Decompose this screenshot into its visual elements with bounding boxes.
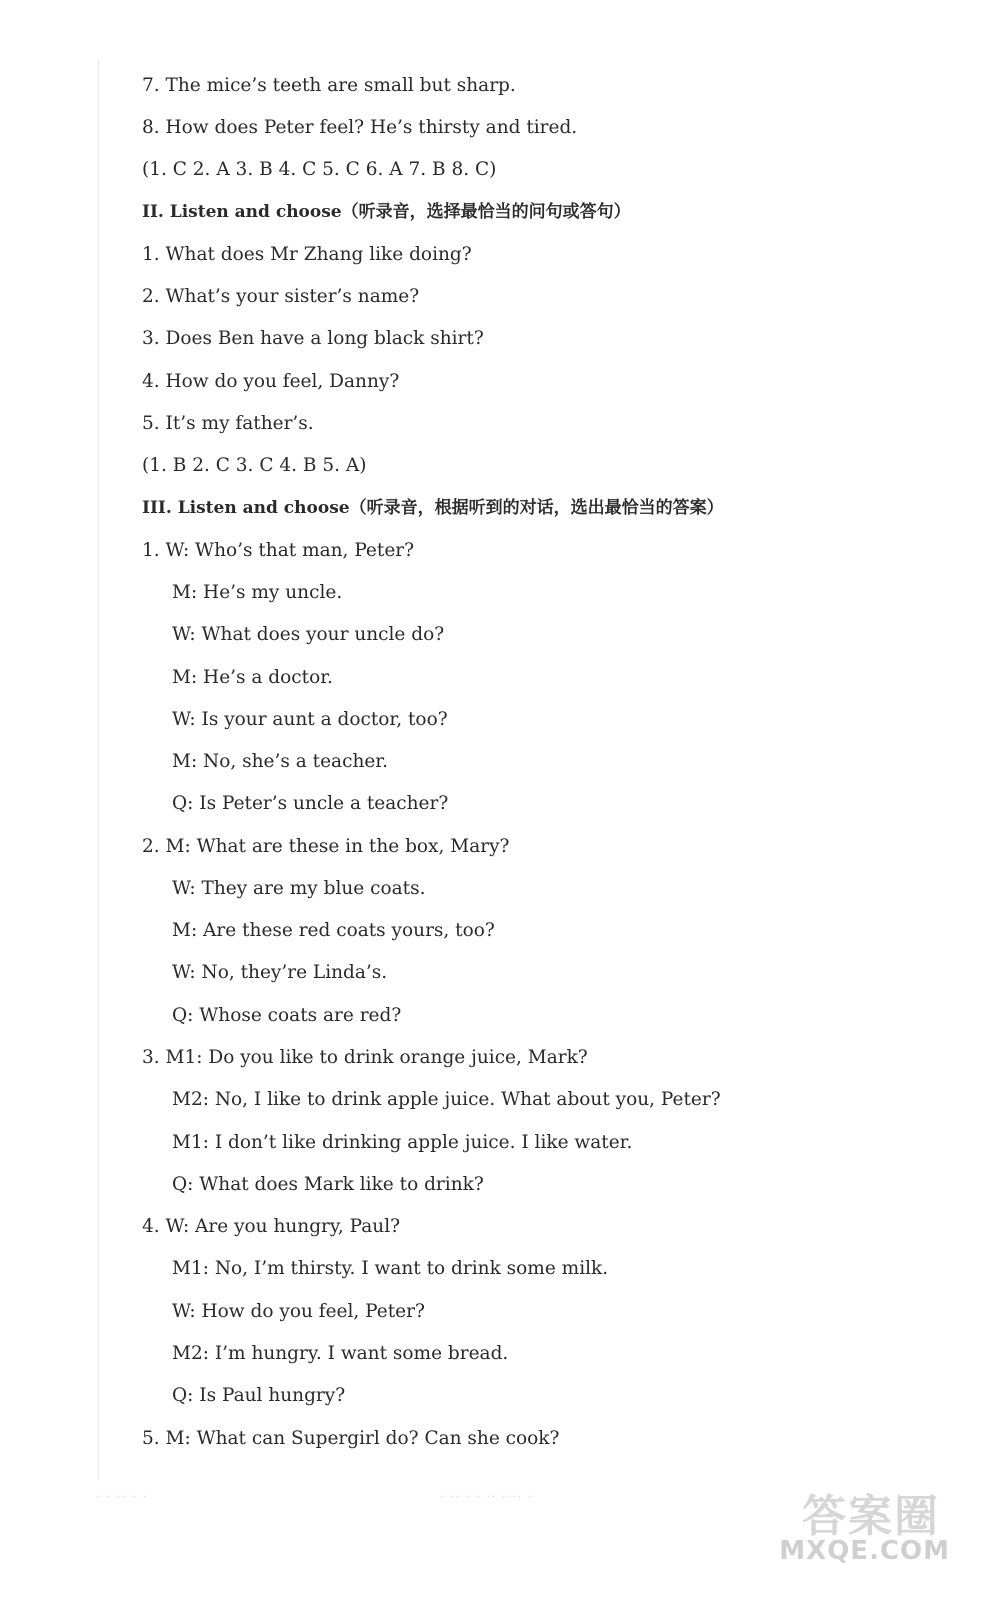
answer-key-part-2: (1. B 2. C 3. C 4. B 5. A) — [142, 455, 367, 476]
dialogue-1-line: W: Is your aunt a doctor, too? — [172, 709, 448, 730]
dialogue-5-line: 5. M: What can Supergirl do? Can she cook? — [142, 1428, 560, 1449]
scan-artifact: · ·· · · ·· ···· · — [440, 1492, 534, 1503]
question-2-2: 2. What’s your sister’s name? — [142, 286, 420, 307]
scan-artifact: · · ·· · · — [96, 1492, 148, 1503]
dialogue-1-line: M: No, she’s a teacher. — [172, 751, 388, 772]
dialogue-2-question: Q: Whose coats are red? — [172, 1005, 402, 1026]
watermark-en-text: MXQE.COM — [779, 1536, 950, 1566]
watermark-cn-text: 答案圈 — [802, 1491, 940, 1542]
dialogue-1-line: M: He’s a doctor. — [172, 667, 333, 688]
page-margin-line — [98, 60, 99, 1480]
listening-item-7: 7. The mice’s teeth are small but sharp. — [142, 75, 516, 96]
dialogue-3-line: 3. M1: Do you like to drink orange juice, Mark? — [142, 1047, 588, 1068]
dialogue-2-line: 2. M: What are these in the box, Mary? — [142, 836, 510, 857]
dialogue-1-line: M: He’s my uncle. — [172, 582, 343, 603]
dialogue-4-line: 4. W: Are you hungry, Paul? — [142, 1216, 401, 1237]
question-2-1: 1. What does Mr Zhang like doing? — [142, 244, 472, 265]
dialogue-3-question: Q: What does Mark like to drink? — [172, 1174, 484, 1195]
section-heading-2: II. Listen and choose（听录音，选择最恰当的问句或答句） — [142, 202, 631, 222]
question-2-3: 3. Does Ben have a long black shirt? — [142, 328, 484, 349]
dialogue-3-line: M2: No, I like to drink apple juice. What about you, Peter? — [172, 1089, 721, 1110]
dialogue-4-line: W: How do you feel, Peter? — [172, 1301, 425, 1322]
dialogue-1-line: W: What does your uncle do? — [172, 624, 445, 645]
dialogue-4-line: M1: No, I’m thirsty. I want to drink some milk. — [172, 1258, 609, 1279]
answer-key-part-1: (1. C 2. A 3. B 4. C 5. C 6. A 7. B 8. C) — [142, 159, 497, 180]
section-heading-3: III. Listen and choose（听录音，根据听到的对话，选出最恰当的答案） — [142, 498, 724, 518]
dialogue-3-line: M1: I don’t like drinking apple juice. I like water. — [172, 1132, 633, 1153]
question-2-5: 5. It’s my father’s. — [142, 413, 314, 434]
dialogue-1-question: Q: Is Peter’s uncle a teacher? — [172, 793, 449, 814]
question-2-4: 4. How do you feel, Danny? — [142, 371, 400, 392]
dialogue-2-line: M: Are these red coats yours, too? — [172, 920, 495, 941]
watermark-logo — [766, 1480, 976, 1572]
dialogue-2-line: W: No, they’re Linda’s. — [172, 962, 388, 983]
dialogue-4-question: Q: Is Paul hungry? — [172, 1385, 346, 1406]
listening-item-8: 8. How does Peter feel? He’s thirsty and tired. — [142, 117, 578, 138]
dialogue-2-line: W: They are my blue coats. — [172, 878, 426, 899]
dialogue-4-line: M2: I’m hungry. I want some bread. — [172, 1343, 509, 1364]
dialogue-1-line: 1. W: Who’s that man, Peter? — [142, 540, 415, 561]
